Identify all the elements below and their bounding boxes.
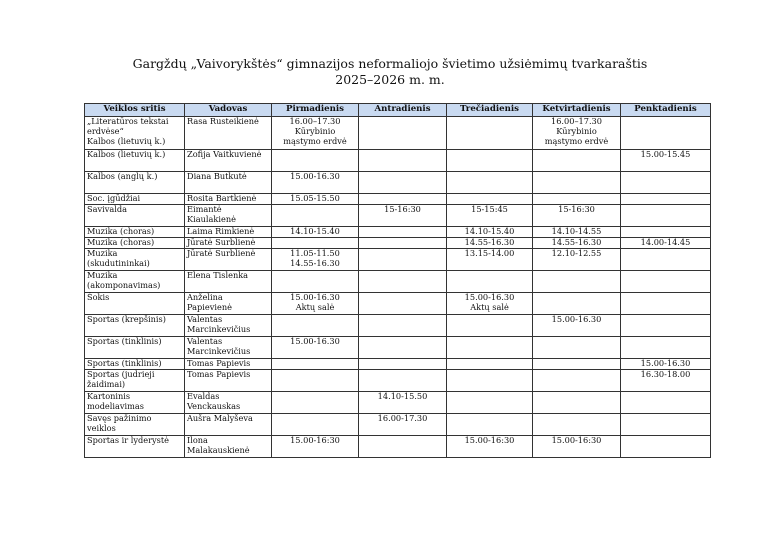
tuesday-cell	[359, 150, 447, 172]
monday-cell	[272, 414, 359, 436]
cell-text: 14.00-14.45	[640, 237, 691, 247]
table-row	[85, 238, 711, 249]
cell-text: 15-16:30	[558, 204, 595, 214]
leader-cell	[185, 249, 272, 271]
wednesday-cell	[447, 249, 533, 271]
tuesday-cell	[359, 337, 447, 359]
cell-text: 14.10-14.55	[551, 226, 602, 236]
monday-cell	[272, 205, 359, 227]
cell-text: Jūratė Surblienė	[187, 237, 256, 247]
table-row	[85, 150, 711, 172]
table-row	[85, 249, 711, 271]
cell-text: Valentas	[187, 336, 223, 346]
table-header-row	[85, 104, 711, 117]
title-line-2: 2025–2026 m. m.	[335, 72, 445, 87]
cell-text: Muzika (choras)	[87, 237, 155, 247]
cell-text: 16.00-17.30	[377, 413, 428, 423]
cell-text: 15.00-16.30	[640, 358, 691, 368]
cell-text: Zofija Vaitkuvienė	[187, 149, 262, 159]
cell-text: Jūratė Surblienė	[187, 248, 256, 258]
table-row	[85, 293, 711, 315]
friday-cell	[621, 392, 711, 414]
header-leader: Vadovas	[185, 104, 272, 117]
cell-text: Sportas (tinklinis)	[87, 358, 162, 368]
cell-text: 14.55-16.30	[290, 257, 340, 268]
cell-text: 15.00-16.30	[290, 292, 340, 302]
cell-text: 15-15:45	[471, 204, 508, 214]
wednesday-cell	[447, 414, 533, 436]
cell-text: Evaldas	[187, 391, 220, 401]
cell-text: Sportas (krepšinis)	[87, 314, 166, 324]
cell-text: Sportas ir lyderystė	[87, 435, 170, 445]
cell-text: 15.00-16:30	[551, 435, 602, 445]
cell-text: erdvėse“	[87, 125, 124, 136]
monday-cell	[272, 392, 359, 414]
monday-cell	[272, 117, 359, 150]
monday-cell	[272, 227, 359, 238]
cell-text: 14.10-15.40	[290, 226, 340, 236]
cell-text: Kūrybinio	[294, 125, 336, 136]
activity-cell	[85, 392, 185, 414]
cell-text: Papievienė	[187, 301, 232, 312]
wednesday-cell	[447, 337, 533, 359]
cell-text: Rasa Rusteikienė	[187, 116, 259, 126]
friday-cell	[621, 117, 711, 150]
friday-cell	[621, 337, 711, 359]
activity-cell	[85, 436, 185, 458]
thursday-cell	[533, 359, 621, 370]
activity-cell	[85, 249, 185, 271]
cell-text: 16.00–17.30	[551, 116, 602, 126]
monday-cell	[272, 337, 359, 359]
cell-text: 15.00-16.30	[290, 171, 340, 181]
table-row	[85, 436, 711, 458]
wednesday-cell	[447, 117, 533, 150]
leader-cell	[185, 205, 272, 227]
thursday-cell	[533, 205, 621, 227]
friday-cell	[621, 172, 711, 194]
friday-cell	[621, 359, 711, 370]
leader-cell	[185, 172, 272, 194]
table-row	[85, 117, 711, 150]
cell-text: Aušra Malyševa	[187, 413, 253, 423]
tuesday-cell	[359, 172, 447, 194]
leader-cell	[185, 271, 272, 293]
thursday-cell	[533, 249, 621, 271]
thursday-cell	[533, 315, 621, 337]
header-thursday: Ketvirtadienis	[533, 104, 621, 117]
leader-cell	[185, 392, 272, 414]
schedule-table	[84, 103, 711, 458]
thursday-cell	[533, 227, 621, 238]
tuesday-cell	[359, 194, 447, 205]
thursday-cell	[533, 293, 621, 315]
cell-text: Rosita Bartkienė	[187, 193, 257, 203]
wednesday-cell	[447, 293, 533, 315]
cell-text: mąstymo erdvė	[544, 135, 609, 146]
monday-cell	[272, 249, 359, 271]
wednesday-cell	[447, 392, 533, 414]
wednesday-cell	[447, 359, 533, 370]
cell-text: žaidimai)	[87, 378, 126, 389]
friday-cell	[621, 414, 711, 436]
header-monday: Pirmadienis	[272, 104, 359, 117]
thursday-cell	[533, 392, 621, 414]
cell-text: 14.10-15.50	[377, 391, 428, 401]
cell-text: veiklos	[87, 422, 116, 433]
tuesday-cell	[359, 359, 447, 370]
document-title	[0, 56, 780, 88]
header-activity: Veiklos sritis	[85, 104, 185, 117]
cell-text: 12.10-12.55	[551, 248, 602, 258]
cell-text: Ilona	[187, 435, 208, 445]
cell-text: modeliavimas	[87, 400, 144, 411]
leader-cell	[185, 436, 272, 458]
activity-cell	[85, 271, 185, 293]
cell-text: Muzika (choras)	[87, 226, 155, 236]
cell-text: „Literatūros tekstai	[87, 116, 169, 126]
monday-cell	[272, 172, 359, 194]
cell-text: Elena Tislenka	[187, 270, 249, 280]
cell-text: Kartoninis	[87, 391, 131, 401]
monday-cell	[272, 315, 359, 337]
tuesday-cell	[359, 271, 447, 293]
wednesday-cell	[447, 194, 533, 205]
title-line-1: Gargždų „Vaivorykštės“ gimnazijos neformaliojo švietimo užsiėmimų tvarkaraštis	[132, 56, 648, 71]
monday-cell	[272, 293, 359, 315]
activity-cell	[85, 293, 185, 315]
tuesday-cell	[359, 117, 447, 150]
cell-text: 14.55-16.30	[551, 237, 602, 247]
cell-text: Aktų salė	[470, 301, 509, 312]
cell-text: Kūrybinio	[556, 125, 597, 136]
activity-cell	[85, 414, 185, 436]
activity-cell	[85, 227, 185, 238]
friday-cell	[621, 249, 711, 271]
friday-cell	[621, 238, 711, 249]
tuesday-cell	[359, 238, 447, 249]
table-row	[85, 315, 711, 337]
monday-cell	[272, 370, 359, 392]
cell-text: Venckauskas	[187, 400, 241, 411]
cell-text: 15.00-16:30	[464, 435, 515, 445]
leader-cell	[185, 337, 272, 359]
tuesday-cell	[359, 392, 447, 414]
wednesday-cell	[447, 227, 533, 238]
cell-text: Marcinkevičius	[187, 345, 251, 356]
cell-text: 16.30-18.00	[640, 369, 691, 379]
wednesday-cell	[447, 436, 533, 458]
tuesday-cell	[359, 227, 447, 238]
tuesday-cell	[359, 436, 447, 458]
cell-text: Kalbos (lietuvių k.)	[87, 135, 166, 146]
table-row	[85, 227, 711, 238]
activity-cell	[85, 117, 185, 150]
activity-cell	[85, 150, 185, 172]
leader-cell	[185, 414, 272, 436]
leader-cell	[185, 370, 272, 392]
thursday-cell	[533, 172, 621, 194]
leader-cell	[185, 117, 272, 150]
table-row	[85, 194, 711, 205]
wednesday-cell	[447, 370, 533, 392]
thursday-cell	[533, 337, 621, 359]
cell-text: mąstymo erdvė	[283, 135, 347, 146]
cell-text: 15.00-16:30	[290, 435, 340, 445]
friday-cell	[621, 271, 711, 293]
leader-cell	[185, 194, 272, 205]
schedule-body	[85, 117, 711, 458]
cell-text: Malakauskienė	[187, 444, 250, 455]
table-row	[85, 337, 711, 359]
table-row	[85, 271, 711, 293]
cell-text: 15.00-16.30	[551, 314, 602, 324]
cell-text: Aktų salė	[295, 301, 335, 312]
cell-text: Valentas	[187, 314, 223, 324]
monday-cell	[272, 150, 359, 172]
thursday-cell	[533, 150, 621, 172]
cell-text: Anželina	[187, 292, 223, 302]
tuesday-cell	[359, 414, 447, 436]
header-tuesday: Antradienis	[359, 104, 447, 117]
cell-text: 14.55-16.30	[464, 237, 515, 247]
leader-cell	[185, 293, 272, 315]
leader-cell	[185, 227, 272, 238]
cell-text: Tomas Papievis	[187, 358, 251, 368]
cell-text: 14.10-15.40	[464, 226, 515, 236]
activity-cell	[85, 359, 185, 370]
cell-text: 15.00-15.45	[640, 149, 691, 159]
wednesday-cell	[447, 172, 533, 194]
wednesday-cell	[447, 150, 533, 172]
cell-text: (skudutininkai)	[87, 257, 150, 268]
table-row	[85, 414, 711, 436]
cell-text: 16.00–17.30	[289, 116, 341, 126]
friday-cell	[621, 194, 711, 205]
monday-cell	[272, 238, 359, 249]
thursday-cell	[533, 117, 621, 150]
table-row	[85, 370, 711, 392]
table-row	[85, 205, 711, 227]
wednesday-cell	[447, 315, 533, 337]
activity-cell	[85, 194, 185, 205]
tuesday-cell	[359, 315, 447, 337]
thursday-cell	[533, 238, 621, 249]
monday-cell	[272, 359, 359, 370]
wednesday-cell	[447, 205, 533, 227]
cell-text: Kiaulakienė	[187, 213, 236, 224]
thursday-cell	[533, 370, 621, 392]
tuesday-cell	[359, 205, 447, 227]
leader-cell	[185, 150, 272, 172]
wednesday-cell	[447, 271, 533, 293]
table-row	[85, 359, 711, 370]
cell-text: Savivalda	[87, 204, 127, 214]
cell-text: 13.15-14.00	[464, 248, 515, 258]
monday-cell	[272, 436, 359, 458]
tuesday-cell	[359, 370, 447, 392]
thursday-cell	[533, 194, 621, 205]
monday-cell	[272, 271, 359, 293]
cell-text: Šokis	[87, 292, 110, 302]
tuesday-cell	[359, 249, 447, 271]
header-friday: Penktadienis	[621, 104, 711, 117]
cell-text: Soc. įgūdžiai	[87, 193, 141, 203]
cell-text: Sportas (tinklinis)	[87, 336, 162, 346]
activity-cell	[85, 238, 185, 249]
thursday-cell	[533, 271, 621, 293]
cell-text: Muzika	[87, 270, 118, 280]
cell-text: 15.00-16.30	[290, 336, 340, 346]
cell-text: 15.05-15.50	[290, 193, 340, 203]
table-row	[85, 172, 711, 194]
cell-text: (akomponavimas)	[87, 279, 161, 290]
leader-cell	[185, 238, 272, 249]
cell-text: 15-16:30	[384, 204, 421, 214]
cell-text: Kalbos (anglų k.)	[87, 171, 158, 181]
friday-cell	[621, 150, 711, 172]
activity-cell	[85, 205, 185, 227]
cell-text: 11.05-11.50	[290, 248, 340, 258]
thursday-cell	[533, 436, 621, 458]
friday-cell	[621, 436, 711, 458]
activity-cell	[85, 337, 185, 359]
cell-text: Eimantė	[187, 204, 222, 214]
cell-text: Savęs pažinimo	[87, 413, 152, 423]
leader-cell	[185, 315, 272, 337]
cell-text: Tomas Papievis	[187, 369, 251, 379]
activity-cell	[85, 172, 185, 194]
cell-text: Diana Butkutė	[187, 171, 247, 181]
cell-text: Laima Rimkienė	[187, 226, 255, 236]
wednesday-cell	[447, 238, 533, 249]
cell-text: Muzika	[87, 248, 118, 258]
friday-cell	[621, 205, 711, 227]
cell-text: Kalbos (lietuvių k.)	[87, 149, 166, 159]
cell-text: Marcinkevičius	[187, 323, 251, 334]
friday-cell	[621, 227, 711, 238]
monday-cell	[272, 194, 359, 205]
leader-cell	[185, 359, 272, 370]
activity-cell	[85, 315, 185, 337]
thursday-cell	[533, 414, 621, 436]
header-wednesday: Trečiadienis	[447, 104, 533, 117]
cell-text: Sportas (judrieji	[87, 369, 155, 379]
friday-cell	[621, 293, 711, 315]
tuesday-cell	[359, 293, 447, 315]
cell-text: 15.00-16.30	[464, 292, 515, 302]
activity-cell	[85, 370, 185, 392]
friday-cell	[621, 370, 711, 392]
friday-cell	[621, 315, 711, 337]
table-row	[85, 392, 711, 414]
